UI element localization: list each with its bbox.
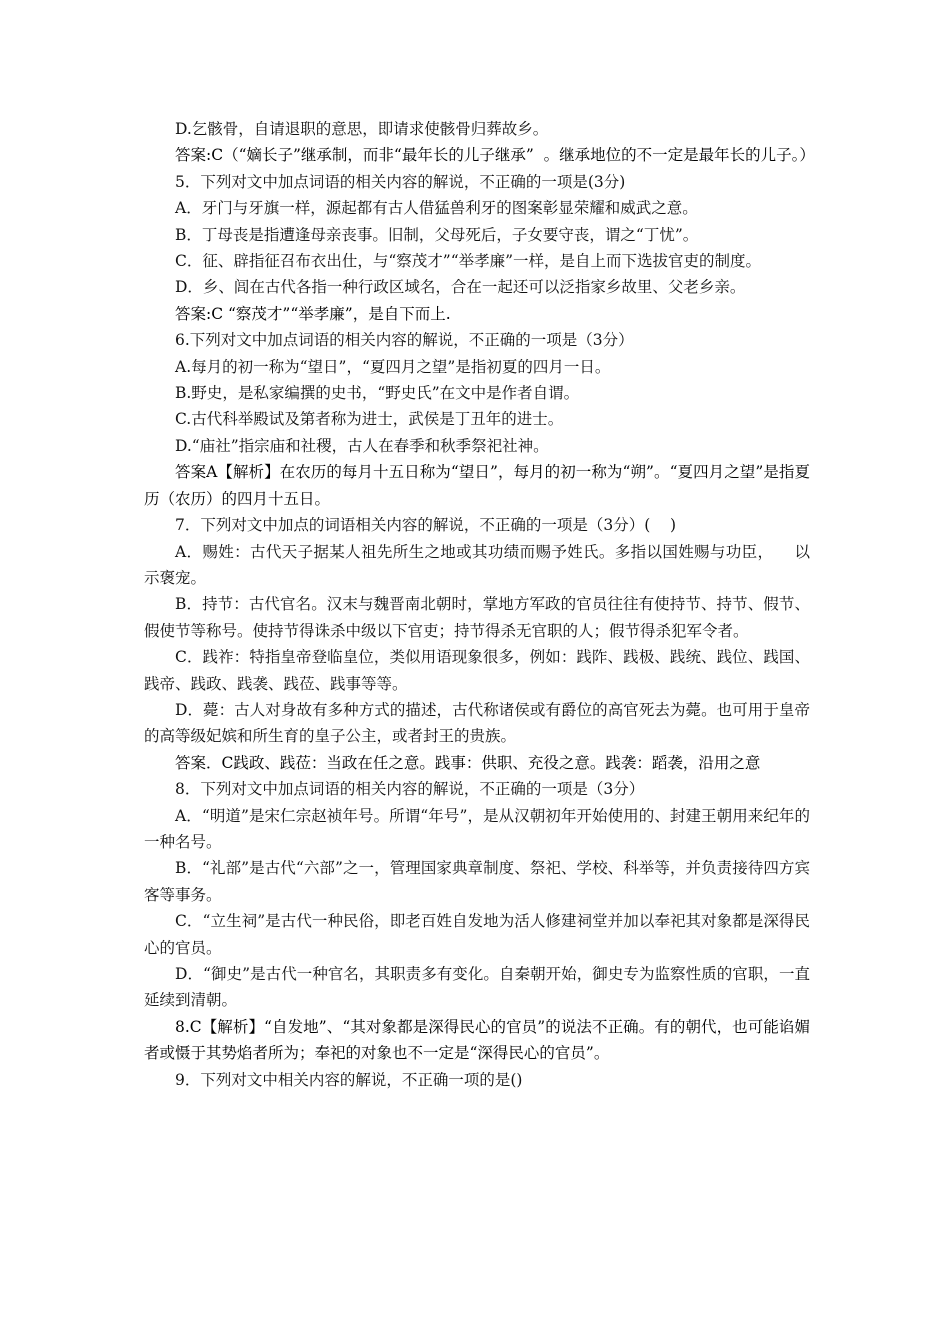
question-7-option-b: B．持节：古代官名。汉末与魏晋南北朝时，掌地方军政的官员往往有使持节、持节、假节、假使节等称号。使持节得诛杀中级以下官吏；持节得杀无官职的人；假节得杀犯军令者。 xyxy=(144,595,810,640)
question-8-option-b: B．“礼部”是古代“六部”之一，管理国家典章制度、祭祀、学校、科举等，并负责接待四方宾客等事务。 xyxy=(144,859,810,904)
document-page xyxy=(144,116,815,1093)
question-6-option-a: A.每月的初一称为“望日”，“夏四月之望”是指初夏的四月一日。 xyxy=(175,357,611,376)
question-6-answer: 答案A【解析】在农历的每月十五日称为“望日”，每月的初一称为“朔”。“夏四月之望”是指夏历（农历）的四月十五日。 xyxy=(144,463,810,508)
question-8: 8．下列对文中加点词语的相关内容的解说，不正确的一项是（3分） xyxy=(175,780,645,799)
question-8-option-d: D．“御史”是古代一种官名，其职责多有变化。自秦朝开始，御史专为监察性质的官职，一直延续到清朝。 xyxy=(144,965,810,1010)
question-5-option-c: C．征、辟指征召布衣出仕，与“察茂才”“举孝廉”一样，是自上而下选拔官吏的制度。 xyxy=(175,252,762,271)
question-7-option-a: A．赐姓：古代天子据某人祖先所生之地或其功绩而赐予姓氏。多指以国姓赐与功臣， 以示褒宠。 xyxy=(144,542,810,587)
question-8-option-a: A．“明道”是宋仁宗赵祯年号。所谓“年号”，是从汉朝初年开始使用的、封建王朝用来纪年的一种名号。 xyxy=(144,806,810,851)
question-6-option-c: C.古代科举殿试及第者称为进士，武侯是丁丑年的进士。 xyxy=(175,410,564,429)
question-6: 6.下列对文中加点词语的相关内容的解说，不正确的一项是（3分） xyxy=(175,331,634,350)
question-6-option-b: B.野史，是私家编撰的史书，“野史氏”在文中是作者自谓。 xyxy=(175,384,580,403)
answer-paragraph: 答案:C（“嫡长子”继承制，而非“最年长的儿子继承” 。继承地位的不一定是最年长的儿子。） xyxy=(175,146,815,165)
option-d-paragraph: D.乞骸骨，自请退职的意思，即请求使骸骨归葬故乡。 xyxy=(175,120,549,138)
question-6-option-d: D.“庙社”指宗庙和社稷，古人在春季和秋季祭祀社神。 xyxy=(175,436,549,455)
question-8-answer: 8.C【解析】“自发地”、“其对象都是深得民心的官员”的说法不正确。有的朝代，也可能谄媚者或慑于其势焰者所为；奉祀的对象也不一定是“深得民心的官员”。 xyxy=(144,1017,810,1063)
question-5-option-a: A．牙门与牙旗一样，源起都有古人借猛兽利牙的图案彰显荣耀和威武之意。 xyxy=(175,199,698,218)
question-5-option-d: D．乡、闾在古代各指一种行政区域名，合在一起还可以泛指家乡故里、父老乡亲。 xyxy=(175,278,746,297)
question-7: 7．下列对文中加点的词语相关内容的解说，不正确的一项是（3分）( ) xyxy=(175,516,677,535)
question-7-answer: 答案．C践政、践莅：当政在任之意。践事：供职、充役之意。践袭：蹈袭，沿用之意 xyxy=(175,753,761,772)
question-5-answer: 答案:C “察茂才”“举孝廉”，是自下而上. xyxy=(175,304,451,323)
question-8-option-c: C．“立生祠”是古代一种民俗，即老百姓自发地为活人修建祠堂并加以奉祀其对象都是深得民心的官员。 xyxy=(144,912,810,957)
question-5: 5．下列对文中加点词语的相关内容的解说，不正确的一项是(3分) xyxy=(175,172,626,191)
question-9: 9．下列对文中相关内容的解说，不正确一项的是() xyxy=(175,1070,523,1089)
question-7-option-d: D．薨：古人对身故有多种方式的描述，古代称诸侯或有爵位的高官死去为薨。也可用于皇帝的高等级妃嫔和所生育的皇子公主，或者封王的贵族。 xyxy=(144,700,810,746)
question-5-option-b: B．丁母丧是指遭逢母亲丧事。旧制，父母死后，子女要守丧，谓之“丁忧”。 xyxy=(175,225,699,244)
question-7-option-c: C．践祚：特指皇帝登临皇位，类似用语现象很多，例如：践阼、践极、践统、践位、践国、践帝、践政、践袭、践莅、践事等等。 xyxy=(144,648,810,693)
